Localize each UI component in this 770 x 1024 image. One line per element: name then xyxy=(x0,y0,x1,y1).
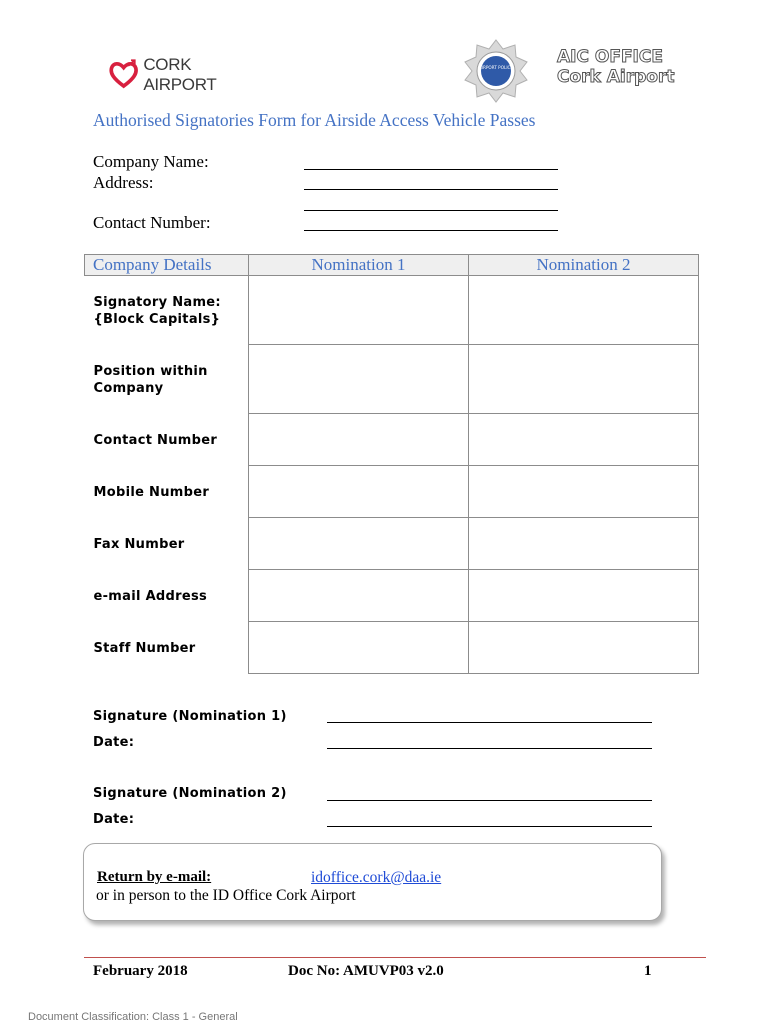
form-title: Authorised Signatories Form for Airside Access Vehicle Passes xyxy=(93,110,536,130)
cell-position-nom1[interactable] xyxy=(249,345,469,414)
airport-police-badge-icon xyxy=(463,38,529,104)
heart-logo-icon xyxy=(108,58,139,92)
return-in-person-text: or in person to the ID Office Cork Airport xyxy=(96,887,356,904)
row-label-signatory-name xyxy=(85,276,249,345)
signature-nom1-label: Signature (Nomination 1) xyxy=(93,709,287,724)
nomination-table xyxy=(84,254,699,674)
cell-email-address-nom2[interactable] xyxy=(469,570,699,622)
cell-position-nom2[interactable] xyxy=(469,345,699,414)
row-label-staff-number: Staff Number xyxy=(93,640,196,656)
row-label-line2: Company xyxy=(93,380,164,396)
signature-nom1-field[interactable] xyxy=(327,722,652,723)
row-label-line1: Signatory Name: xyxy=(93,295,221,310)
contact-number-field[interactable] xyxy=(304,230,558,231)
company-name-label: Company Name: xyxy=(93,152,209,171)
cell-mobile-number-nom2[interactable] xyxy=(469,466,699,518)
date-nom2-label: Date: xyxy=(93,812,135,827)
return-email-link[interactable]: idoffice.cork@daa.ie xyxy=(311,869,442,886)
company-name-field[interactable] xyxy=(304,169,558,170)
row-label-mobile-number: Mobile Number xyxy=(93,484,210,500)
header-company-details: Company Details xyxy=(85,255,249,276)
table-row xyxy=(85,414,699,466)
row-label-fax-number: Fax Number xyxy=(93,536,185,552)
cell-contact-number-nom2[interactable] xyxy=(469,414,699,466)
table-spacer-row xyxy=(85,276,699,297)
signature-nom2-label: Signature (Nomination 2) xyxy=(93,786,287,801)
cell-staff-number-nom1[interactable] xyxy=(249,622,469,674)
address-field-line1[interactable] xyxy=(304,189,558,190)
cell-mobile-number-nom1[interactable] xyxy=(249,466,469,518)
document-classification: Document Classification: Class 1 - General xyxy=(28,1011,238,1023)
date-nom1-label: Date: xyxy=(93,735,135,750)
badge-text: AIRPORT POLICE xyxy=(478,65,514,70)
cell-contact-number-nom1[interactable] xyxy=(249,414,469,466)
table-header-row xyxy=(85,255,699,276)
signature-nom2-field[interactable] xyxy=(327,800,652,801)
row-label-contact-number: Contact Number xyxy=(93,432,218,448)
date-nom2-field[interactable] xyxy=(327,826,652,827)
logo-text: CORK AIRPORT xyxy=(143,55,217,94)
contact-number-label: Contact Number: xyxy=(93,213,211,232)
table-row xyxy=(85,570,699,622)
cell-signatory-name-nom2[interactable] xyxy=(469,276,699,345)
address-label: Address: xyxy=(93,173,154,192)
row-label-position xyxy=(85,345,249,414)
cell-fax-number-nom2[interactable] xyxy=(469,518,699,570)
footer-doc-number: Doc No: AMUVP03 v2.0 xyxy=(288,963,444,979)
aic-office-line1: AIC OFFICE xyxy=(557,47,663,67)
row-label-email-address: e-mail Address xyxy=(93,588,208,604)
cell-email-address-nom1[interactable] xyxy=(249,570,469,622)
table-row xyxy=(85,518,699,570)
return-by-email-label: Return by e-mail: xyxy=(97,869,212,885)
cell-fax-number-nom1[interactable] xyxy=(249,518,469,570)
table-row xyxy=(85,466,699,518)
address-field-line2[interactable] xyxy=(304,210,558,211)
header-nomination-1: Nomination 1 xyxy=(249,255,469,276)
aic-office-heading xyxy=(557,47,675,87)
table-row xyxy=(85,345,699,414)
cell-staff-number-nom2[interactable] xyxy=(469,622,699,674)
footer-date: February 2018 xyxy=(93,963,188,979)
footer-rule xyxy=(84,957,706,958)
cell-signatory-name-nom1[interactable] xyxy=(249,276,469,345)
header-nomination-2: Nomination 2 xyxy=(469,255,699,276)
footer-page-number: 1 xyxy=(644,963,652,979)
row-label-line1: Position within xyxy=(93,363,208,379)
cork-airport-logo xyxy=(108,55,258,94)
row-label-line2: {Block Capitals} xyxy=(93,312,221,327)
aic-office-line2: Cork Airport xyxy=(557,67,675,87)
table-row xyxy=(85,622,699,674)
date-nom1-field[interactable] xyxy=(327,748,652,749)
